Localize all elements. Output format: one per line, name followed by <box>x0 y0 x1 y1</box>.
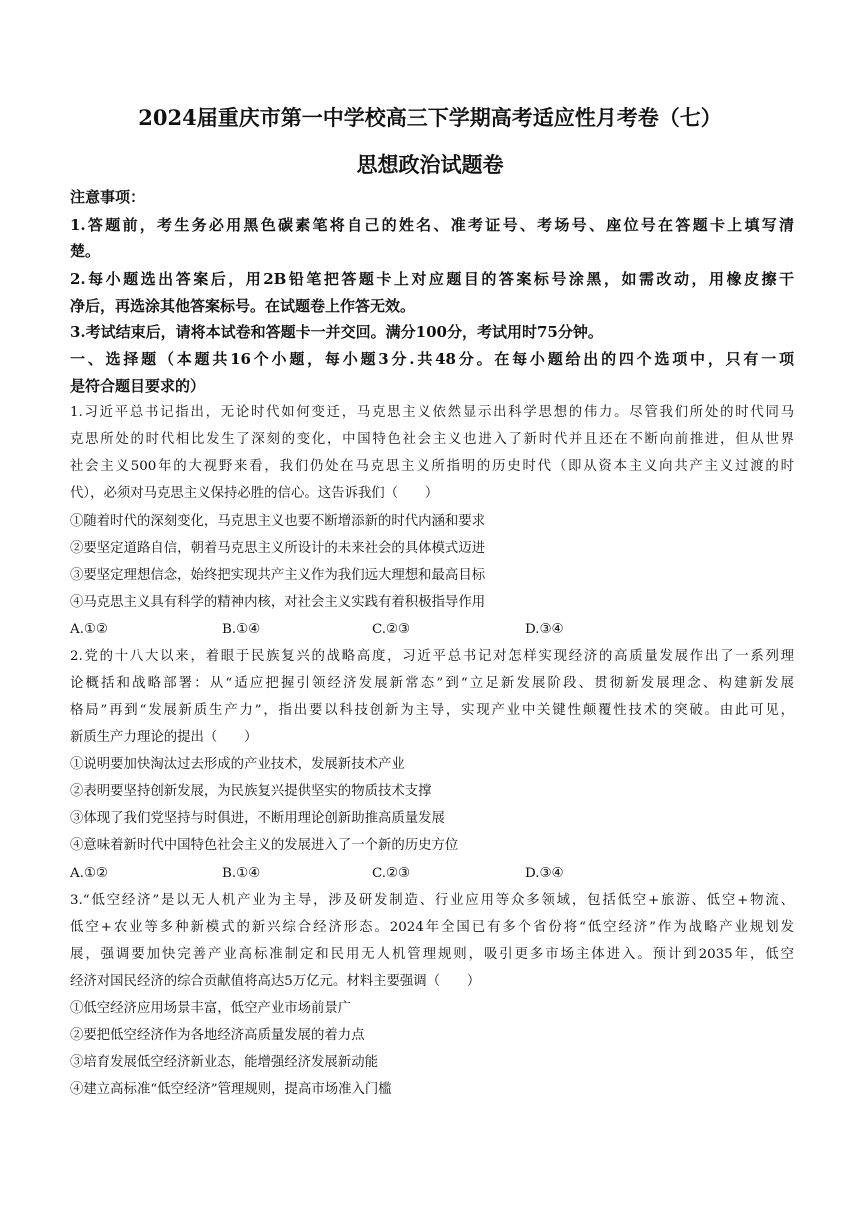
statement-item: ①随着时代的深刻变化，马克思主义也要不断增添新的时代内涵和要求 <box>70 514 486 529</box>
answer-option: B.①④ <box>222 622 261 637</box>
question-stem: 克思所处的时代相比发生了深刻的变化，中国特色社会主义也进入了新时代并且还在不断向前推进，但从世界 <box>70 432 794 447</box>
question-stem: 2.党的十八大以来，着眼于民族复兴的战略高度，习近平总书记对怎样实现经济的高质量发展作出了一系列理 <box>70 649 794 664</box>
statement-item: ④意味着新时代中国特色社会主义的发展进入了一个新的历史方位 <box>70 838 459 853</box>
statement-item: ④马克思主义具有科学的精神内核，对社会主义实践有着积极指导作用 <box>70 595 486 610</box>
question-stem: 经济对国民经济的综合贡献值将高达5万亿元。材料主要强调（ ） <box>70 974 481 989</box>
answer-option: A.①② <box>70 866 108 881</box>
question-stem: 低空+农业等多种新模式的新兴综合经济形态。2024年全国已有多个省份将“低空经济”作为战略产业规划发 <box>70 920 794 935</box>
question-stem: 论概括和战略部署：从“适应把握引领经济发展新常态”到“立足新发展阶段、贯彻新发展理念、构建新发展 <box>70 676 794 691</box>
question-stem: 1.习近平总书记指出，无论时代如何变迁，马克思主义依然显示出科学思想的伟力。尽管我们所处的时代同马 <box>70 405 794 420</box>
question-stem: 社会主义500年的大视野来看，我们仍处在马克思主义所指明的历史时代（即从资本主义向共产主义过渡的时 <box>70 459 794 474</box>
question-stem: 新质生产力理论的提出（ ） <box>70 730 258 745</box>
statement-item: ②要坚定道路自信，朝着马克思主义所设计的未来社会的具体模式迈进 <box>70 541 486 556</box>
notice-line: 2.每小题选出答案后，用2B铅笔把答题卡上对应题目的答案标号涂黑，如需改动，用橡皮擦干 <box>70 270 794 288</box>
answer-option: D.③④ <box>525 866 564 881</box>
statement-item: ②要把低空经济作为各地经济高质量发展的着力点 <box>70 1028 365 1043</box>
answer-option: C.②③ <box>372 866 411 881</box>
question-stem: 代），必须对马克思主义保持必胜的信心。这告诉我们（ ） <box>70 486 439 501</box>
statement-item: ③体现了我们党坚持与时俱进，不断用理论创新助推高质量发展 <box>70 811 445 826</box>
answer-option: D.③④ <box>525 622 564 637</box>
question-stem: 3.“低空经济”是以无人机产业为主导，涉及研发制造、行业应用等众多领域，包括低空+旅游、低空+物流、 <box>70 893 794 908</box>
exam-subtitle: 思想政治试题卷 <box>356 152 504 177</box>
notice-line: 楚。 <box>70 242 101 260</box>
notice-line: 净后，再选涂其他答案标号。在试题卷上作答无效。 <box>70 297 416 315</box>
answer-option: C.②③ <box>372 622 411 637</box>
notice-line: 3.考试结束后，请将本试卷和答题卡一并交回。满分100分，考试用时75分钟。 <box>70 323 603 341</box>
exam-title: 2024届重庆市第一中学校高三下学期高考适应性月考卷（七） <box>138 105 722 130</box>
section-heading: 一、选择题（本题共16个小题，每小题3分.共48分。在每小题给出的四个选项中，只有一项 <box>70 350 794 368</box>
section-heading: 是符合题目要求的） <box>70 377 206 395</box>
statement-item: ②表明要坚持创新发展，为民族复兴提供坚实的物质技术支撑 <box>70 784 432 799</box>
statement-item: ③要坚定理想信念，始终把实现共产主义作为我们远大理想和最高目标 <box>70 568 486 583</box>
answer-option: B.①④ <box>222 866 261 881</box>
question-stem: 格局”再到“发展新质生产力”，指出要以科技创新为主导，实现产业中关键性颠覆性技术的突破。由此可见， <box>70 703 794 718</box>
notice-heading: 注意事项： <box>70 188 146 206</box>
statement-item: ①低空经济应用场景丰富，低空产业市场前景广 <box>70 1001 352 1016</box>
question-stem: 展，强调要加快完善产业高标准制定和民用无人机管理规则，吸引更多市场主体进入。预计到2035年，低空 <box>70 947 794 962</box>
answer-option: A.①② <box>70 622 108 637</box>
statement-item: ①说明要加快淘汰过去形成的产业技术，发展新技术产业 <box>70 757 405 772</box>
statement-item: ③培育发展低空经济新业态，能增强经济发展新动能 <box>70 1055 378 1070</box>
notice-line: 1.答题前，考生务必用黑色碳素笔将自己的姓名、准考证号、考场号、座位号在答题卡上填写清 <box>70 216 794 234</box>
statement-item: ④建立高标准“低空经济”管理规则，提高市场准入门槛 <box>70 1082 392 1097</box>
